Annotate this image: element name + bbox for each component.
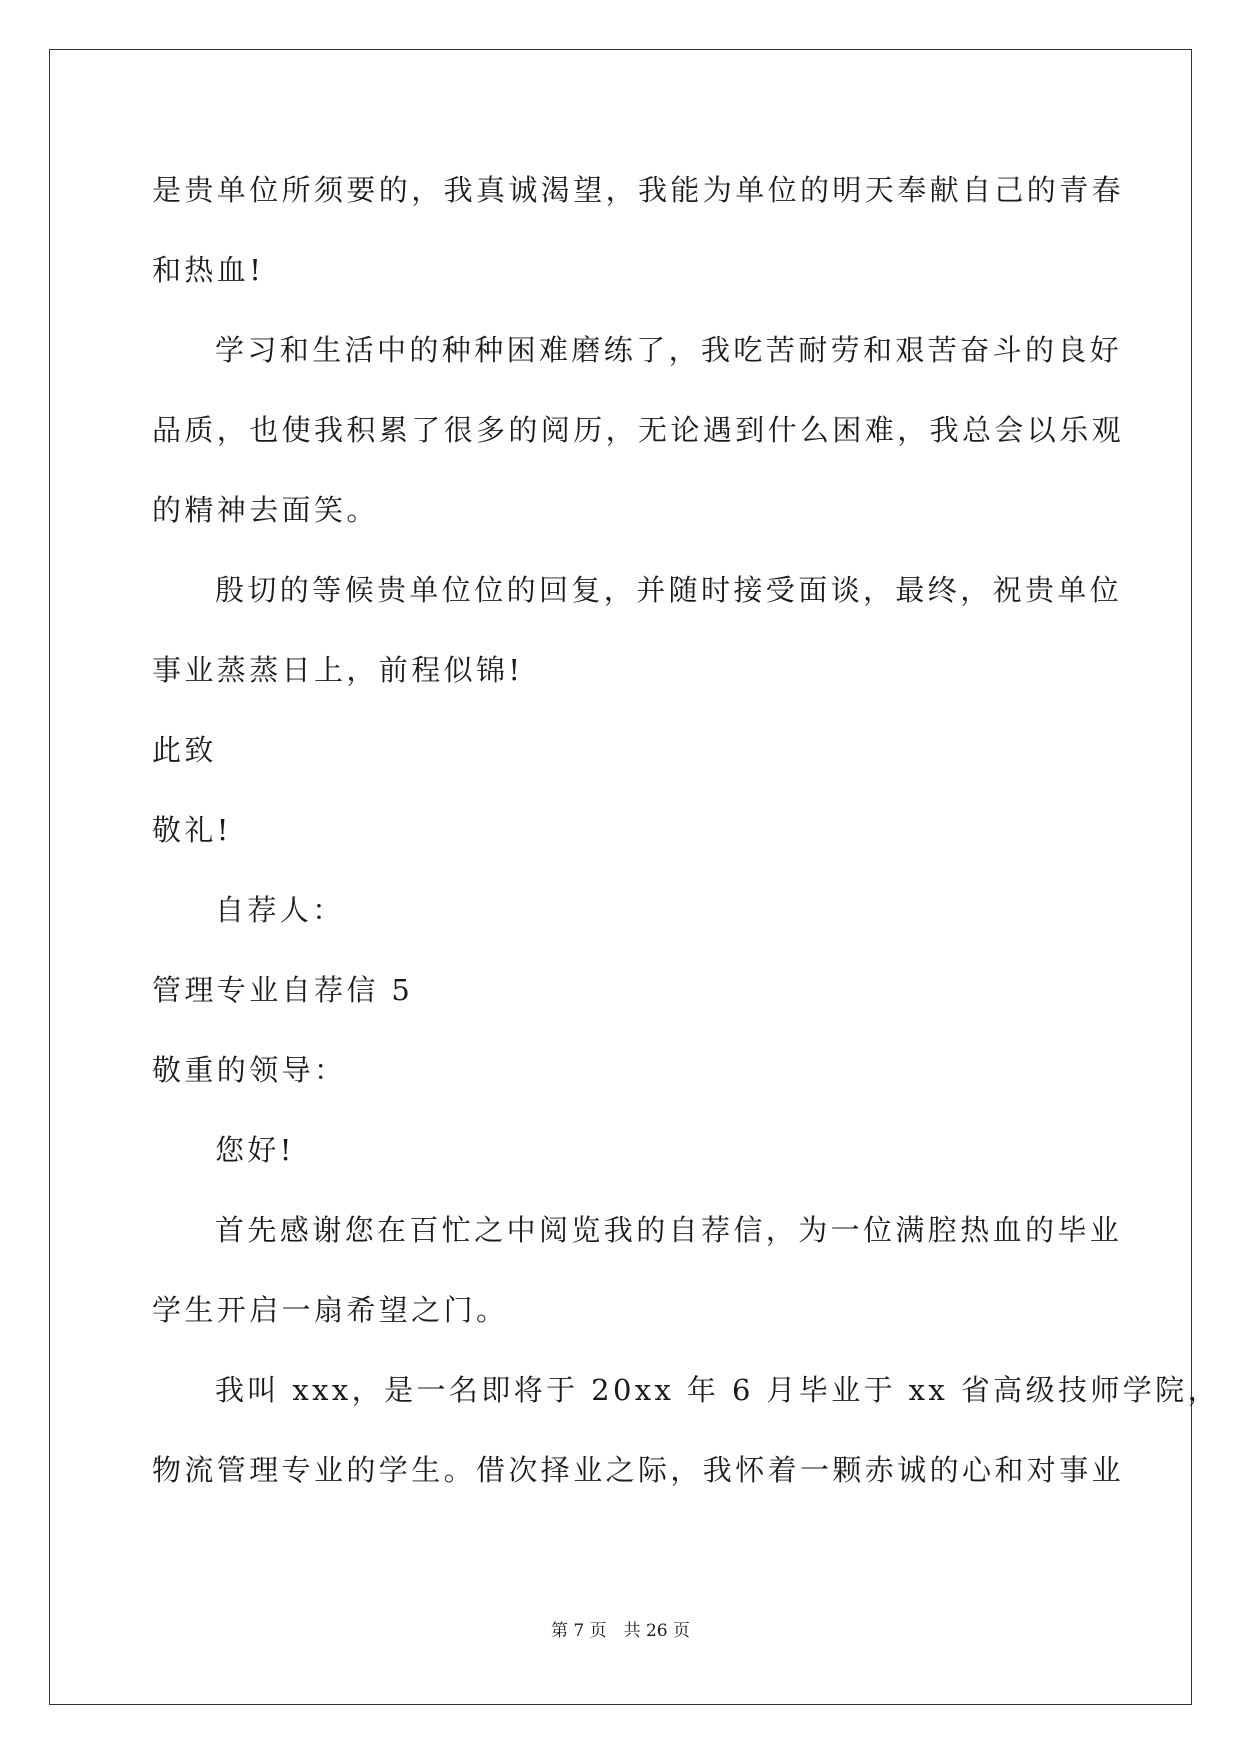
closing-salutation: 此致 [152, 733, 217, 767]
page-number-footer: 第 7 页 共 26 页 [550, 1621, 691, 1641]
body-text-line: 物流管理专业的学生。借次择业之际，我怀着一颗赤诚的心和对事业 [152, 1453, 1125, 1487]
paragraph-first-line: 我叫 xxx，是一名即将于 20xx 年 6 月毕业于 xx 省高级技师学院， [215, 1373, 1220, 1407]
body-text-line: 是贵单位所须要的，我真诚渴望，我能为单位的明天奉献自己的青春 [152, 173, 1125, 207]
body-text-line: 的精神去面笑。 [152, 493, 379, 527]
paragraph-first-line: 学习和生活中的种种困难磨练了，我吃苦耐劳和艰苦奋斗的良好 [215, 333, 1123, 367]
paragraph-first-line: 殷切的等候贵单位位的回复，并随时接受面谈，最终，祝贵单位 [215, 573, 1123, 607]
greeting-hello: 您好! [215, 1133, 295, 1167]
paragraph-first-line: 首先感谢您在百忙之中阅览我的自荐信，为一位满腔热血的毕业 [215, 1213, 1123, 1247]
section-title: 管理专业自荐信 5 [152, 973, 414, 1007]
body-text-line: 和热血! [152, 253, 265, 287]
body-text-line: 事业蒸蒸日上，前程似锦! [152, 653, 524, 687]
greeting-line: 敬重的领导： [152, 1053, 347, 1087]
body-text-line: 学生开启一扇希望之门。 [152, 1293, 509, 1327]
closing-regards: 敬礼! [152, 813, 232, 847]
body-text-line: 品质，也使我积累了很多的阅历，无论遇到什么困难，我总会以乐观 [152, 413, 1125, 447]
signature-label: 自荐人： [215, 893, 345, 927]
